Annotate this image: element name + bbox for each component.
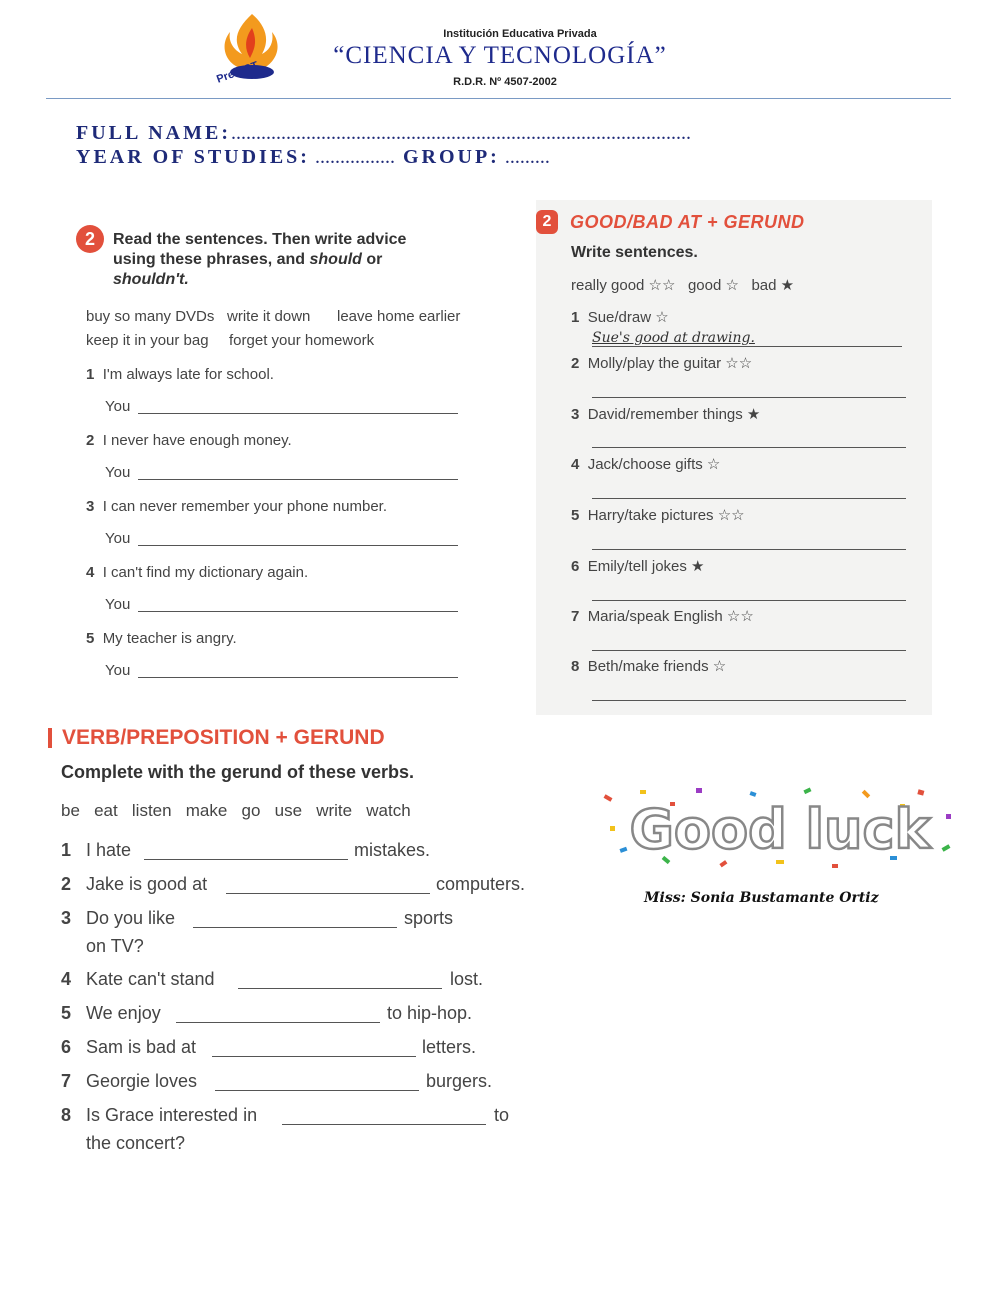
legend-item: good ☆ (687, 277, 739, 294)
sentence-start: Jake is good at (86, 874, 208, 894)
title-marker (48, 728, 52, 748)
phrase: buy so many DVDs (86, 308, 215, 325)
verb-list (61, 801, 411, 821)
header-divider (46, 98, 951, 99)
item-number: 2 (61, 874, 72, 894)
answer-line[interactable] (592, 447, 906, 448)
blank-line[interactable] (282, 1124, 486, 1125)
full-name-row (76, 122, 691, 145)
exercise-title: GOOD/BAD AT + GERUND (570, 212, 805, 232)
sentence-end: to (494, 1105, 510, 1125)
answer-prefix: You (105, 662, 131, 679)
item-number: 5 (61, 1003, 72, 1023)
blank-line[interactable] (215, 1090, 419, 1091)
logo-text-pre: Pre UCT (215, 59, 260, 86)
sentence-start: Kate can't stand (86, 969, 215, 989)
sentence-start: Do you like (86, 908, 176, 928)
list-item: 1 Sue/draw ☆ (571, 309, 669, 326)
blank-line[interactable] (238, 988, 442, 989)
exercise-number-badge: 2 (76, 225, 104, 253)
sentence-end: burgers. (426, 1071, 493, 1091)
blank-line[interactable] (144, 859, 348, 860)
full-name-field[interactable]: ............................................................................................ (231, 122, 691, 144)
legend-item: bad ★ (751, 277, 795, 294)
instruction-line: Read the sentences. Then write advice (113, 231, 407, 248)
sentence-end: to hip-hop. (387, 1003, 473, 1023)
item-number: 8 (61, 1105, 72, 1125)
verb: listen (131, 801, 172, 820)
instruction-line: shouldn't. (113, 271, 189, 288)
answer-prefix: You (105, 464, 131, 481)
list-item: 1 I'm always late for school. (86, 366, 274, 383)
verb: eat (94, 801, 118, 820)
sentence-continuation: the concert? (86, 1133, 186, 1153)
sentence-end: computers. (436, 874, 526, 894)
full-name-label: FULL NAME: (76, 122, 231, 144)
legend-item: really good ☆☆ (571, 277, 676, 294)
sentence-continuation: on TV? (86, 936, 144, 956)
sentence-end: lost. (450, 969, 484, 989)
verb: write (316, 801, 353, 820)
school-name: “CIENCIA Y TECNOLOGÍA” (333, 42, 667, 69)
answer-line[interactable] (592, 600, 906, 601)
blank-line[interactable] (176, 1022, 380, 1023)
answer-line[interactable] (138, 479, 458, 480)
answer-line[interactable] (592, 650, 906, 651)
list-item: 2 Molly/play the guitar ☆☆ (571, 355, 753, 372)
exercise-number-badge: 2 (536, 210, 558, 234)
answer-line[interactable] (138, 677, 458, 678)
sentence-end: mistakes. (354, 840, 431, 860)
sentence-start: I hate (86, 840, 132, 860)
sentence-end: sports (404, 908, 454, 928)
exercise-instruction (113, 230, 406, 290)
group-field[interactable]: ......... (499, 146, 550, 168)
answer-prefix: You (105, 398, 131, 415)
year-group-row (76, 146, 550, 169)
sentence-start: We enjoy (86, 1003, 161, 1023)
sentence-start: Georgie loves (86, 1071, 198, 1091)
year-label: YEAR OF STUDIES: (76, 146, 310, 168)
list-item: 8 Beth/make friends ☆ (571, 658, 727, 675)
instruction-line: using these phrases, and should or (113, 251, 383, 268)
rdr-number: R.D.R. Nº 4507-2002 (453, 76, 557, 88)
phrase: forget your homework (229, 332, 375, 349)
answer-line[interactable] (592, 397, 906, 398)
answer-line[interactable] (138, 545, 458, 546)
item-number: 1 (61, 840, 72, 860)
verb: watch (366, 801, 411, 820)
verb: make (185, 801, 228, 820)
answer-line[interactable] (592, 700, 906, 701)
list-item: 4 I can't find my dictionary again. (86, 564, 309, 581)
list-item: 5 Harry/take pictures ☆☆ (571, 507, 745, 524)
exercise-instruction: Complete with the gerund of these verbs. (61, 762, 415, 782)
rating-legend (571, 276, 794, 294)
verb: use (274, 801, 303, 820)
answer-line[interactable] (138, 611, 458, 612)
blank-line[interactable] (193, 927, 397, 928)
list-item: 5 My teacher is angry. (86, 630, 237, 647)
verb: go (241, 801, 261, 820)
list-item: 2 I never have enough money. (86, 432, 292, 449)
item-number: 6 (61, 1037, 72, 1057)
teacher-name: Miss: Sonia Bustamante Ortiz (644, 890, 879, 906)
institution-label: Institución Educativa Privada (443, 28, 597, 40)
sentence-start: Is Grace interested in (86, 1105, 258, 1125)
phrase: leave home earlier (337, 308, 461, 325)
good-luck-banner (600, 786, 958, 872)
answer-line (592, 346, 902, 347)
answer-prefix: You (105, 530, 131, 547)
item-number: 4 (61, 969, 72, 989)
sentence-end: letters. (422, 1037, 477, 1057)
phrase: keep it in your bag (86, 332, 209, 349)
verb: be (61, 801, 80, 820)
list-item: 3 David/remember things ★ (571, 406, 761, 423)
answer-line[interactable] (592, 549, 906, 550)
blank-line[interactable] (212, 1056, 416, 1057)
exercise-instruction: Write sentences. (571, 244, 698, 261)
good-luck-text: Good luck (629, 798, 931, 861)
exercise-title: VERB/PREPOSITION + GERUND (62, 726, 385, 749)
answer-line[interactable] (592, 498, 906, 499)
item-number: 7 (61, 1071, 72, 1091)
list-item: 3 I can never remember your phone number. (86, 498, 388, 515)
year-field[interactable]: ................ (309, 146, 395, 168)
group-label: GROUP: (402, 146, 500, 168)
list-item: 6 Emily/tell jokes ★ (571, 558, 705, 575)
blank-line[interactable] (226, 893, 430, 894)
list-item: 7 Maria/speak English ☆☆ (571, 608, 754, 625)
answer-prefix: You (105, 596, 131, 613)
phrase: write it down (227, 308, 311, 325)
example-answer: Sue's good at drawing. (592, 330, 755, 346)
answer-line[interactable] (138, 413, 458, 414)
sentence-start: Sam is bad at (86, 1037, 197, 1057)
list-item: 4 Jack/choose gifts ☆ (571, 456, 721, 473)
item-number: 3 (61, 908, 72, 928)
